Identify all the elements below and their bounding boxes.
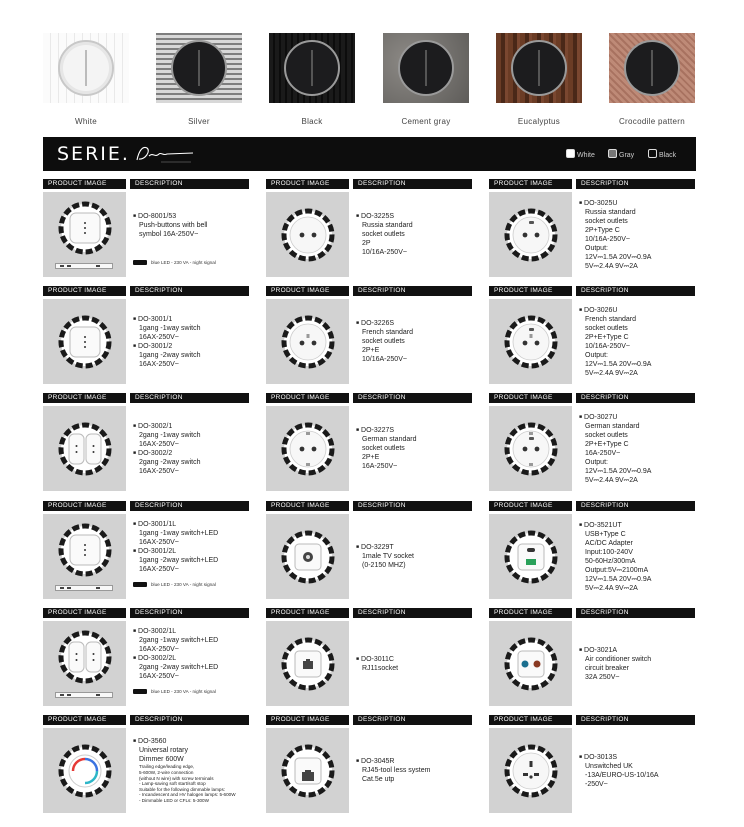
product-image xyxy=(266,406,349,491)
product-header xyxy=(489,393,695,403)
switch-plate-icon xyxy=(171,40,227,96)
product-card xyxy=(43,501,249,601)
cable-icon xyxy=(133,260,147,265)
product-header xyxy=(489,179,695,189)
led-note-text: blue LED - 230 VA - night signal xyxy=(151,260,216,265)
description-line: 12V⎓1.5A 20V⎓0.9A xyxy=(585,360,652,368)
description-line: 5V⎓2.4A 9V⎓2A xyxy=(585,476,638,484)
product-code: ■ DO-3027U xyxy=(579,413,697,422)
description-heading: DESCRIPTION xyxy=(576,608,695,618)
description-line: socket outlets xyxy=(362,445,405,452)
finish-label: Eucalyptus xyxy=(517,117,561,126)
checkbox-icon xyxy=(608,149,617,158)
product-image xyxy=(43,192,126,277)
description-heading: DESCRIPTION xyxy=(576,393,695,403)
description-line: - Lamp-saving soft start/soft stop xyxy=(139,781,206,787)
description-line: 5-600W, 2-wire connection xyxy=(139,770,194,776)
product-code: ■ DO-3225S xyxy=(356,212,474,221)
socket-german-icon xyxy=(281,422,335,476)
product-image-heading: PRODUCT IMAGE xyxy=(43,608,126,618)
description-line: 16AX-250V~ xyxy=(139,566,179,573)
led-note xyxy=(133,260,216,265)
product-code: ■ DO-3226S xyxy=(356,319,474,328)
description-line: 10/16A-250V~ xyxy=(585,342,630,350)
switch1-led-icon xyxy=(58,201,112,255)
description-line: 16AX-250V~ xyxy=(139,467,179,475)
product-image-heading: PRODUCT IMAGE xyxy=(266,393,349,403)
switch2-icon xyxy=(58,422,112,476)
description-line: AC/DC Adapter xyxy=(585,539,633,547)
finish-swatch-crocodile xyxy=(609,33,695,103)
description-line: socket outlets xyxy=(585,431,628,439)
product-image-heading: PRODUCT IMAGE xyxy=(489,286,572,296)
description-heading: DESCRIPTION xyxy=(130,286,249,296)
product-code: ■ DO-3001/2L xyxy=(133,547,251,556)
description-line: 16AX-250V~ xyxy=(139,440,179,448)
description-line: 10/16A-250V~ xyxy=(362,249,407,256)
description-heading: DESCRIPTION xyxy=(353,608,472,618)
description-heading: DESCRIPTION xyxy=(130,608,249,618)
description-line: 1gang -2way switch+LED xyxy=(139,557,219,564)
finish-swatch-silver xyxy=(156,33,242,103)
product-card xyxy=(266,501,472,601)
product-description xyxy=(579,728,697,813)
description-line: socket outlets xyxy=(362,338,405,345)
product-description xyxy=(133,299,251,384)
socket-russian-usb-icon xyxy=(504,208,558,262)
finish-label: Silver xyxy=(188,117,210,126)
cable-icon xyxy=(133,582,147,587)
description-line: 2gang -1way switch+LED xyxy=(139,637,219,644)
product-header xyxy=(43,608,249,618)
finish-swatches xyxy=(0,0,744,130)
product-image-heading: PRODUCT IMAGE xyxy=(489,715,572,725)
product-description xyxy=(356,728,474,813)
product-image xyxy=(489,514,572,599)
switch-plate-icon xyxy=(284,40,340,96)
product-card xyxy=(266,286,472,386)
product-header xyxy=(489,501,695,511)
product-code: ■ DO-3002/2 xyxy=(133,449,251,458)
description-heading: DESCRIPTION xyxy=(576,179,695,189)
description-line: French standard xyxy=(585,315,636,323)
product-code: ■ DO-3026U xyxy=(579,306,697,315)
led-note-text: blue LED - 230 VA - night signal xyxy=(151,582,216,587)
finish-swatch-eucalyptus xyxy=(496,33,582,103)
product-image-heading: PRODUCT IMAGE xyxy=(489,393,572,403)
finish-label: Black xyxy=(301,117,323,126)
finish-option-black[interactable] xyxy=(648,149,676,159)
product-image xyxy=(489,621,572,706)
product-header xyxy=(266,715,472,725)
description-line: 1gang -1way switch xyxy=(139,324,201,332)
description-line: Input:100-240V xyxy=(585,548,633,556)
description-line: Russia standard xyxy=(585,208,636,216)
usb-icon xyxy=(504,530,558,584)
description-line: (0-2150 MHZ) xyxy=(362,562,406,569)
product-card xyxy=(43,608,249,708)
description-line: RJ11socket xyxy=(362,664,399,672)
cable-icon xyxy=(133,689,147,694)
product-image-heading: PRODUCT IMAGE xyxy=(266,286,349,296)
description-line: 1gang -1way switch+LED xyxy=(139,530,219,537)
product-image-heading: PRODUCT IMAGE xyxy=(43,501,126,511)
dimmer-icon xyxy=(58,744,112,798)
description-line: Dimmer 600W xyxy=(139,756,184,764)
product-image xyxy=(266,621,349,706)
product-header xyxy=(43,286,249,296)
description-heading: DESCRIPTION xyxy=(353,393,472,403)
socket-french-usb-icon xyxy=(504,315,558,369)
product-description xyxy=(579,299,697,384)
product-code: ■ DO-3001/2 xyxy=(133,342,251,351)
description-line: 12V⎓1.5A 20V⎓0.9A xyxy=(585,575,652,583)
description-heading: DESCRIPTION xyxy=(576,715,695,725)
breaker-icon xyxy=(504,637,558,691)
product-description xyxy=(356,514,474,599)
product-image xyxy=(489,192,572,277)
product-code: ■ DO-3560 xyxy=(133,737,251,746)
description-line: Output: xyxy=(585,351,608,359)
product-card xyxy=(43,393,249,493)
finish-option-label: Black xyxy=(659,152,677,159)
product-image xyxy=(266,514,349,599)
product-image xyxy=(489,299,572,384)
description-line: 16A-250V~ xyxy=(585,449,621,457)
description-line: - Dimmable LED or CFLs: 5-300W xyxy=(139,797,209,803)
description-line: 2P+E+Type C xyxy=(585,333,629,341)
description-heading: DESCRIPTION xyxy=(130,393,249,403)
product-code: ■ DO-3045R xyxy=(356,757,474,766)
description-line: circuit breaker xyxy=(585,664,629,672)
product-card xyxy=(43,179,249,279)
product-image xyxy=(266,728,349,813)
product-header xyxy=(266,393,472,403)
description-line: 12V⎓1.5A 20V⎓0.9A xyxy=(585,253,652,261)
product-description xyxy=(133,621,251,687)
product-header xyxy=(43,501,249,511)
product-header xyxy=(43,393,249,403)
product-code: ■ DO-3002/1L xyxy=(133,627,251,636)
product-code: ■ DO-3227S xyxy=(356,426,474,435)
switch2-led-icon xyxy=(58,630,112,684)
description-line: 2P+E xyxy=(362,454,380,461)
description-line: 2gang -2way switch xyxy=(139,458,201,466)
product-description xyxy=(579,406,697,491)
description-line: 10/16A-250V~ xyxy=(362,356,407,363)
finish-label: White xyxy=(75,117,97,126)
product-description xyxy=(356,299,474,384)
description-line: Output: xyxy=(585,458,608,466)
socket-french-icon xyxy=(281,315,335,369)
description-line: 16AX-250V~ xyxy=(139,539,179,546)
description-line: 5V⎓2.4A 9V⎓2A xyxy=(585,262,638,270)
description-line: 10/16A-250V~ xyxy=(585,235,630,243)
product-image xyxy=(43,728,126,813)
description-line: Output:5V⎓2100mA xyxy=(585,566,649,574)
description-line: Trailing edge/leading edge, xyxy=(139,764,195,770)
description-line: 2P+E xyxy=(362,347,380,354)
description-line: socket outlets xyxy=(362,231,405,238)
description-heading: DESCRIPTION xyxy=(353,179,472,189)
product-code: ■ DO-3021A xyxy=(579,646,697,655)
product-image-heading: PRODUCT IMAGE xyxy=(43,393,126,403)
series-title: SERIE. xyxy=(57,143,130,165)
product-header xyxy=(43,715,249,725)
switch-plate-icon xyxy=(398,40,454,96)
description-heading: DESCRIPTION xyxy=(353,501,472,511)
product-image xyxy=(266,299,349,384)
product-card xyxy=(489,501,695,601)
led-note xyxy=(133,689,216,694)
product-code: ■ DO-3025U xyxy=(579,199,697,208)
product-image-heading: PRODUCT IMAGE xyxy=(43,715,126,725)
description-line: socket outlets xyxy=(585,217,628,225)
product-card xyxy=(489,715,695,815)
description-line: 2P+E+Type C xyxy=(585,440,629,448)
finish-label: Cement gray xyxy=(401,117,451,126)
product-code: ■ DO-3521UT xyxy=(579,521,697,530)
product-header xyxy=(266,179,472,189)
product-card xyxy=(43,715,249,815)
product-image-heading: PRODUCT IMAGE xyxy=(266,608,349,618)
product-code: ■ DO-3002/2L xyxy=(133,654,251,663)
product-card xyxy=(489,393,695,493)
product-card xyxy=(266,715,472,815)
socket-russian-icon xyxy=(281,208,335,262)
finish-option-label: Gray xyxy=(619,152,635,159)
product-header xyxy=(43,179,249,189)
product-description xyxy=(356,192,474,277)
description-heading: DESCRIPTION xyxy=(130,501,249,511)
product-image-heading: PRODUCT IMAGE xyxy=(43,286,126,296)
product-code: ■ DO-8001/53 xyxy=(133,212,251,221)
description-heading: DESCRIPTION xyxy=(353,715,472,725)
product-code: ■ DO-3002/1 xyxy=(133,422,251,431)
product-image xyxy=(43,299,126,384)
product-card xyxy=(266,179,472,279)
checkbox-icon xyxy=(566,149,575,158)
finish-label: Crocodile pattern xyxy=(618,117,686,126)
product-code: ■ DO-3229T xyxy=(356,543,474,552)
description-line: RJ45-tool less system xyxy=(362,767,431,774)
product-image-heading: PRODUCT IMAGE xyxy=(43,179,126,189)
description-heading: DESCRIPTION xyxy=(576,286,695,296)
description-line: Universal rotary xyxy=(139,747,189,755)
product-card xyxy=(489,286,695,386)
rj45-icon xyxy=(281,744,335,798)
description-line: 16A-250V~ xyxy=(362,463,398,470)
product-description xyxy=(579,192,697,277)
description-heading: DESCRIPTION xyxy=(130,715,249,725)
description-line: 50-60Hz/300mA xyxy=(585,557,636,565)
description-heading: DESCRIPTION xyxy=(576,501,695,511)
product-image-heading: PRODUCT IMAGE xyxy=(266,715,349,725)
product-image-heading: PRODUCT IMAGE xyxy=(489,179,572,189)
switch1-led-icon xyxy=(58,523,112,577)
finish-swatch-cement-gray xyxy=(383,33,469,103)
socket-uk-icon xyxy=(504,744,558,798)
product-card xyxy=(489,179,695,279)
product-header xyxy=(489,608,695,618)
description-line: 12V⎓1.5A 20V⎓0.9A xyxy=(585,467,652,475)
description-line: Push-buttons with bell xyxy=(139,221,208,229)
description-line: Suitable for the following dimmable lamps: xyxy=(139,786,226,792)
description-line: 16AX-250V~ xyxy=(139,360,179,368)
series-banner xyxy=(43,137,696,171)
product-image xyxy=(489,728,572,813)
led-module-icon xyxy=(55,263,113,269)
switch-plate-icon xyxy=(511,40,567,96)
description-line: (without N wire) with screw terminals xyxy=(139,775,214,781)
product-description xyxy=(133,406,251,491)
product-description xyxy=(579,621,697,706)
product-image-heading: PRODUCT IMAGE xyxy=(266,501,349,511)
product-description xyxy=(356,406,474,491)
product-image-heading: PRODUCT IMAGE xyxy=(489,608,572,618)
product-header xyxy=(489,715,695,725)
switch-plate-icon xyxy=(58,40,114,96)
product-code: ■ DO-3011C xyxy=(356,655,474,664)
product-header xyxy=(266,608,472,618)
product-image xyxy=(43,406,126,491)
product-code: ■ DO-3001/1L xyxy=(133,520,251,529)
description-line: Output: xyxy=(585,244,608,252)
description-line: symbol 16A-250V~ xyxy=(139,230,199,238)
product-image-heading: PRODUCT IMAGE xyxy=(266,179,349,189)
product-code: ■ DO-3001/1 xyxy=(133,315,251,324)
description-line: 5V⎓2.4A 9V⎓2A xyxy=(585,584,638,592)
description-line: 16AX-250V~ xyxy=(139,646,179,653)
checkbox-icon xyxy=(648,149,657,158)
led-note-text: blue LED - 230 VA - night signal xyxy=(151,689,216,694)
description-line: 2gang -2way switch+LED xyxy=(139,664,219,671)
finish-swatch-black xyxy=(269,33,355,103)
description-line: Air conditioner switch xyxy=(585,655,652,663)
product-image xyxy=(43,514,126,599)
tv-icon xyxy=(281,530,335,584)
description-line: 32A 250V~ xyxy=(585,673,620,681)
product-description xyxy=(133,728,251,813)
led-module-icon xyxy=(55,585,113,591)
finish-option-white[interactable] xyxy=(566,149,595,159)
description-line: German standard xyxy=(362,436,417,443)
description-line: -13A/EURO-US-10/16A xyxy=(585,771,659,779)
description-line: -250V~ xyxy=(585,780,608,788)
description-line: 16AX-250V~ xyxy=(139,673,179,680)
description-heading: DESCRIPTION xyxy=(130,179,249,189)
description-line: German standard xyxy=(585,422,640,430)
switch1-icon xyxy=(58,315,112,369)
product-description xyxy=(579,514,697,599)
description-line: 1male TV socket xyxy=(362,553,415,560)
description-line: 2P xyxy=(362,240,371,247)
product-image xyxy=(43,621,126,706)
description-line: French standard xyxy=(362,329,413,336)
finish-option-gray[interactable] xyxy=(608,149,634,159)
description-line: Unswitched UK xyxy=(585,762,633,770)
product-header xyxy=(266,286,472,296)
product-card xyxy=(43,286,249,386)
product-code: ■ DO-3013S xyxy=(579,753,697,762)
led-note xyxy=(133,582,216,587)
product-image-heading: PRODUCT IMAGE xyxy=(489,501,572,511)
led-module-icon xyxy=(55,692,113,698)
product-card xyxy=(489,608,695,708)
product-description xyxy=(133,192,251,258)
product-card xyxy=(266,393,472,493)
description-heading: DESCRIPTION xyxy=(353,286,472,296)
description-line: 1gang -2way switch xyxy=(139,351,201,359)
description-line: Cat.5e utp xyxy=(362,776,395,783)
description-line: 2gang -1way switch xyxy=(139,431,201,439)
description-line: 5V⎓2.4A 9V⎓2A xyxy=(585,369,638,377)
switch-plate-icon xyxy=(624,40,680,96)
product-header xyxy=(266,501,472,511)
description-line: Russia standard xyxy=(362,222,413,229)
product-description xyxy=(133,514,251,580)
product-image xyxy=(489,406,572,491)
product-card xyxy=(266,608,472,708)
description-line: 2P+Type C xyxy=(585,226,620,234)
description-line: USB+Type C xyxy=(585,530,626,538)
product-image xyxy=(266,192,349,277)
description-line: socket outlets xyxy=(585,324,628,332)
socket-german-usb-icon xyxy=(504,422,558,476)
brand-signature-logo xyxy=(133,142,213,166)
product-description xyxy=(356,621,474,706)
description-line: 16AX-250V~ xyxy=(139,333,179,341)
product-header xyxy=(489,286,695,296)
rj11-icon xyxy=(281,637,335,691)
finish-option-label: White xyxy=(577,152,595,159)
finish-swatch-white xyxy=(43,33,129,103)
description-line: - Incandescent and HV halogen lamps: 5-600W xyxy=(139,792,236,798)
